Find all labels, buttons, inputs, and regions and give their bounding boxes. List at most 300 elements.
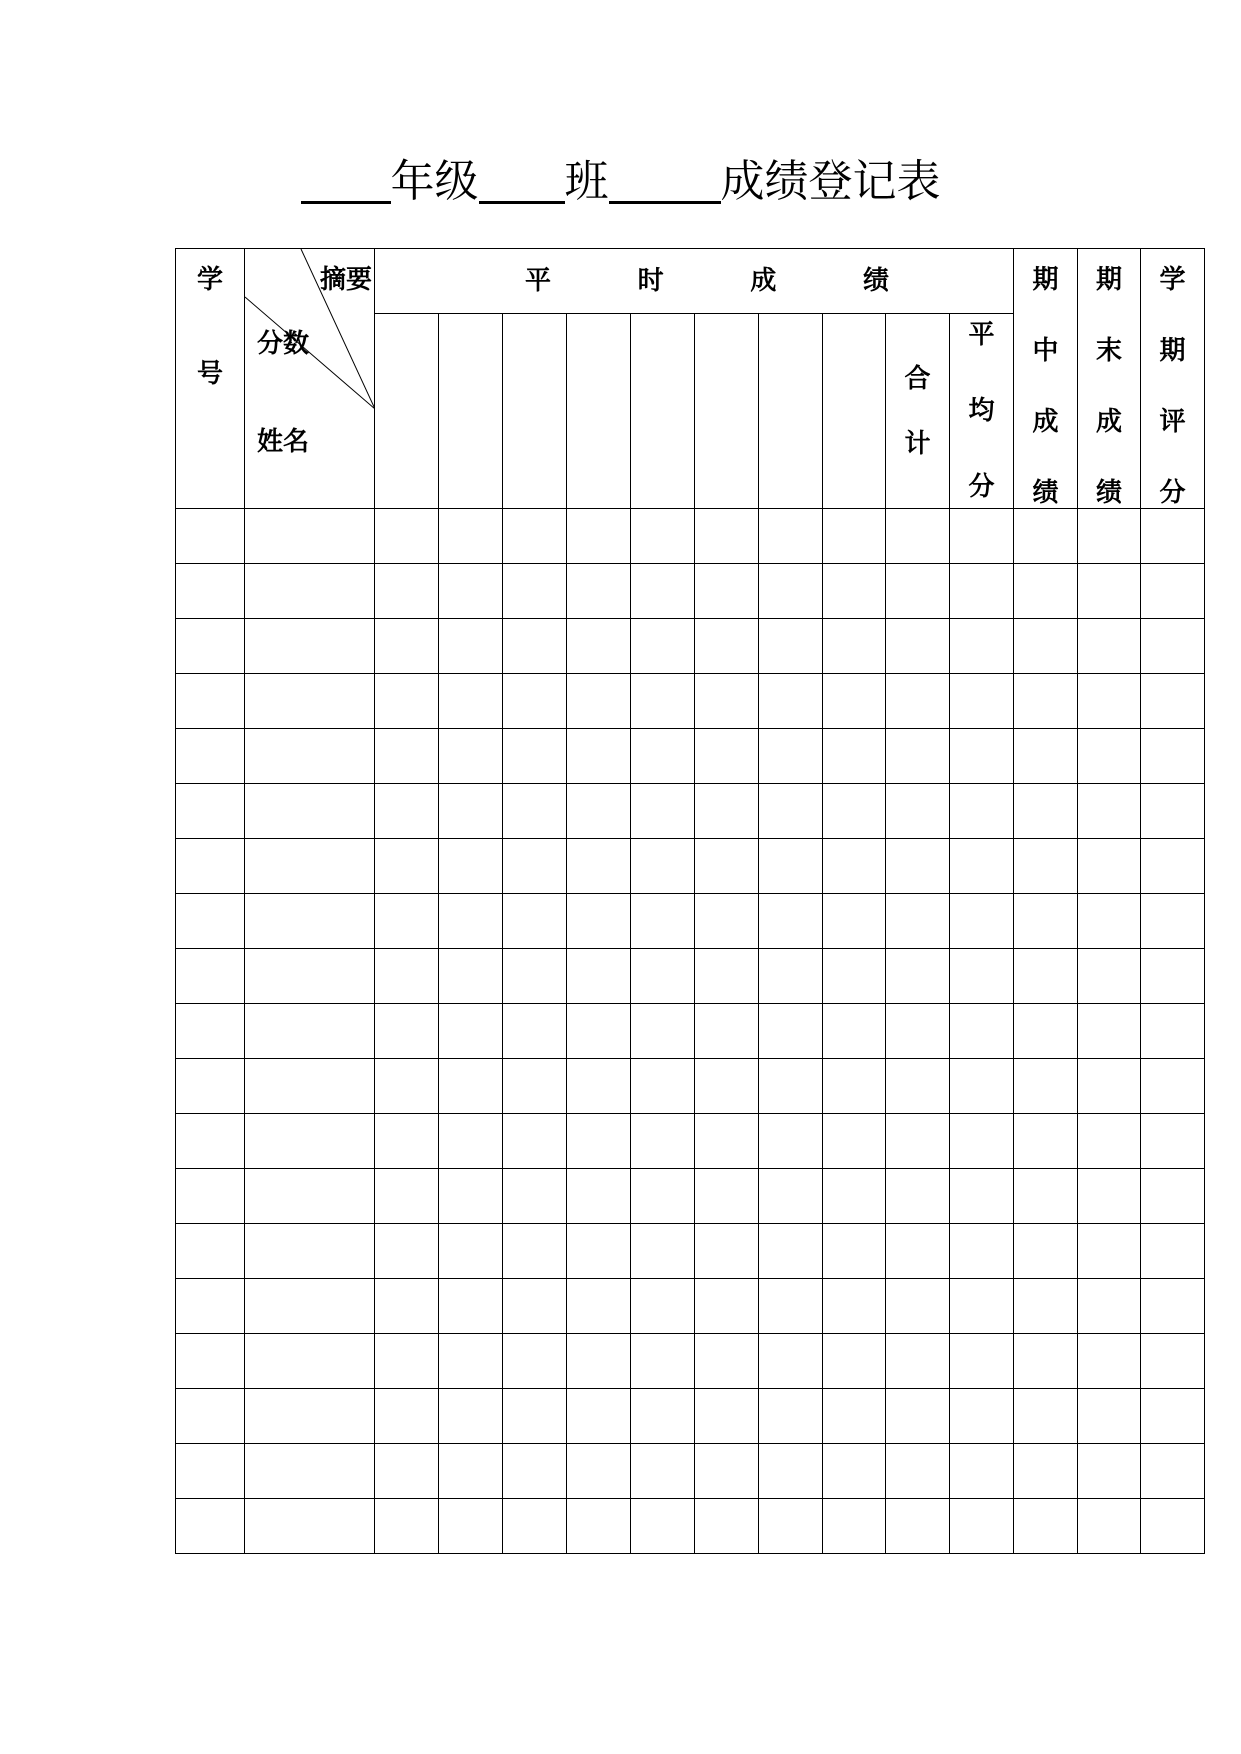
table-cell[interactable] — [631, 949, 695, 1004]
table-cell[interactable] — [950, 674, 1014, 729]
table-cell[interactable] — [375, 1499, 439, 1554]
table-cell[interactable] — [1014, 1389, 1078, 1444]
table-cell[interactable] — [823, 674, 886, 729]
table-cell[interactable] — [1014, 729, 1078, 784]
table-cell[interactable] — [631, 1499, 695, 1554]
table-cell[interactable] — [1141, 1114, 1205, 1169]
table-cell[interactable] — [567, 1444, 631, 1499]
table-cell[interactable] — [886, 1444, 950, 1499]
table-cell[interactable] — [695, 1389, 759, 1444]
table-cell[interactable] — [695, 729, 759, 784]
table-cell[interactable] — [950, 894, 1014, 949]
table-cell[interactable] — [245, 1444, 375, 1499]
table-cell[interactable] — [886, 894, 950, 949]
table-cell[interactable] — [759, 1389, 823, 1444]
table-cell[interactable] — [950, 1114, 1014, 1169]
table-cell[interactable] — [503, 619, 567, 674]
table-cell[interactable] — [439, 894, 503, 949]
table-cell[interactable] — [1014, 1114, 1078, 1169]
header-summary: 摘要 — [319, 265, 372, 295]
table-cell[interactable] — [503, 674, 567, 729]
table-cell[interactable] — [823, 1389, 886, 1444]
table-cell[interactable] — [695, 619, 759, 674]
table-cell[interactable] — [823, 839, 886, 894]
table-cell[interactable] — [176, 1114, 245, 1169]
table-cell[interactable] — [823, 729, 886, 784]
table-cell[interactable] — [503, 1059, 567, 1114]
table-cell[interactable] — [176, 674, 245, 729]
table-cell[interactable] — [503, 1334, 567, 1389]
table-cell[interactable] — [886, 729, 950, 784]
table-cell[interactable] — [503, 1169, 567, 1224]
table-cell[interactable] — [1014, 1499, 1078, 1554]
table-row — [176, 784, 1205, 839]
table-cell[interactable] — [567, 949, 631, 1004]
table-cell[interactable] — [1078, 1499, 1141, 1554]
table-cell[interactable] — [631, 894, 695, 949]
table-cell[interactable] — [823, 1224, 886, 1279]
table-cell[interactable] — [886, 1059, 950, 1114]
table-cell[interactable] — [1141, 729, 1205, 784]
table-cell[interactable] — [631, 1114, 695, 1169]
table-cell[interactable] — [1141, 1389, 1205, 1444]
table-cell[interactable] — [439, 784, 503, 839]
table-cell[interactable] — [631, 729, 695, 784]
table-cell[interactable] — [176, 784, 245, 839]
score-column-header-cell[interactable] — [631, 314, 695, 509]
score-column-header-cell[interactable] — [759, 314, 823, 509]
table-cell[interactable] — [176, 1499, 245, 1554]
table-cell[interactable] — [631, 1444, 695, 1499]
table-cell[interactable] — [503, 1499, 567, 1554]
table-cell[interactable] — [245, 564, 375, 619]
table-cell[interactable] — [375, 1004, 439, 1059]
table-cell[interactable] — [1014, 1004, 1078, 1059]
table-cell[interactable] — [823, 894, 886, 949]
table-cell[interactable] — [567, 1224, 631, 1279]
table-cell[interactable] — [759, 564, 823, 619]
table-cell[interactable] — [176, 1059, 245, 1114]
table-cell[interactable] — [503, 1004, 567, 1059]
table-cell[interactable] — [245, 619, 375, 674]
table-cell[interactable] — [245, 949, 375, 1004]
table-cell[interactable] — [695, 1279, 759, 1334]
table-cell[interactable] — [503, 1114, 567, 1169]
table-cell[interactable] — [1078, 1389, 1141, 1444]
table-cell[interactable] — [950, 729, 1014, 784]
table-cell[interactable] — [1141, 1059, 1205, 1114]
table-cell[interactable] — [950, 564, 1014, 619]
table-cell[interactable] — [759, 1499, 823, 1554]
table-cell[interactable] — [439, 619, 503, 674]
table-cell[interactable] — [1078, 1004, 1141, 1059]
table-cell[interactable] — [631, 784, 695, 839]
table-cell[interactable] — [886, 1334, 950, 1389]
table-cell[interactable] — [439, 509, 503, 564]
table-cell[interactable] — [1014, 564, 1078, 619]
table-cell[interactable] — [1014, 509, 1078, 564]
table-cell[interactable] — [1141, 894, 1205, 949]
table-cell[interactable] — [245, 509, 375, 564]
table-cell[interactable] — [176, 1334, 245, 1389]
table-cell[interactable] — [176, 619, 245, 674]
table-cell[interactable] — [503, 1224, 567, 1279]
table-cell[interactable] — [1141, 564, 1205, 619]
table-cell[interactable] — [439, 729, 503, 784]
table-cell[interactable] — [375, 1334, 439, 1389]
table-cell[interactable] — [567, 1389, 631, 1444]
table-cell[interactable] — [631, 839, 695, 894]
table-cell[interactable] — [439, 674, 503, 729]
table-cell[interactable] — [1078, 1224, 1141, 1279]
table-cell[interactable] — [823, 1499, 886, 1554]
table-cell[interactable] — [695, 1334, 759, 1389]
table-cell[interactable] — [503, 509, 567, 564]
table-cell[interactable] — [950, 509, 1014, 564]
table-cell[interactable] — [631, 1169, 695, 1224]
table-cell[interactable] — [245, 1279, 375, 1334]
table-cell[interactable] — [631, 1224, 695, 1279]
table-cell[interactable] — [567, 674, 631, 729]
table-cell[interactable] — [567, 1004, 631, 1059]
table-cell[interactable] — [759, 1169, 823, 1224]
table-cell[interactable] — [759, 784, 823, 839]
score-column-header-cell[interactable] — [375, 314, 439, 509]
table-cell[interactable] — [1078, 949, 1141, 1004]
table-cell[interactable] — [245, 839, 375, 894]
table-cell[interactable] — [1078, 839, 1141, 894]
table-cell[interactable] — [759, 949, 823, 1004]
table-cell[interactable] — [695, 1004, 759, 1059]
table-cell[interactable] — [759, 1059, 823, 1114]
table-cell[interactable] — [695, 1444, 759, 1499]
table-cell[interactable] — [759, 1004, 823, 1059]
table-cell[interactable] — [950, 1004, 1014, 1059]
table-cell[interactable] — [176, 894, 245, 949]
table-cell[interactable] — [823, 1444, 886, 1499]
table-cell[interactable] — [375, 1114, 439, 1169]
table-cell[interactable] — [1014, 784, 1078, 839]
table-cell[interactable] — [1014, 949, 1078, 1004]
table-cell[interactable] — [759, 674, 823, 729]
table-cell[interactable] — [631, 1004, 695, 1059]
table-cell[interactable] — [245, 1169, 375, 1224]
table-cell[interactable] — [823, 949, 886, 1004]
table-cell[interactable] — [759, 839, 823, 894]
table-cell[interactable] — [823, 1279, 886, 1334]
table-cell[interactable] — [886, 619, 950, 674]
table-cell[interactable] — [245, 784, 375, 839]
table-cell[interactable] — [631, 509, 695, 564]
table-cell[interactable] — [503, 784, 567, 839]
table-cell[interactable] — [503, 894, 567, 949]
table-cell[interactable] — [176, 1279, 245, 1334]
table-cell[interactable] — [1141, 784, 1205, 839]
table-cell[interactable] — [631, 1389, 695, 1444]
table-cell[interactable] — [375, 509, 439, 564]
table-cell[interactable] — [1141, 1444, 1205, 1499]
table-cell[interactable] — [1078, 729, 1141, 784]
table-cell[interactable] — [245, 1499, 375, 1554]
table-cell[interactable] — [1014, 1334, 1078, 1389]
table-cell[interactable] — [695, 1169, 759, 1224]
table-cell[interactable] — [1078, 1169, 1141, 1224]
table-cell[interactable] — [759, 1279, 823, 1334]
table-cell[interactable] — [245, 1004, 375, 1059]
table-cell[interactable] — [245, 1114, 375, 1169]
table-cell[interactable] — [176, 1004, 245, 1059]
table-cell[interactable] — [1141, 1279, 1205, 1334]
score-column-header-cell[interactable] — [695, 314, 759, 509]
table-cell[interactable] — [1078, 1059, 1141, 1114]
table-cell[interactable] — [759, 619, 823, 674]
table-cell[interactable] — [886, 1224, 950, 1279]
table-cell[interactable] — [950, 1334, 1014, 1389]
table-cell[interactable] — [1141, 1499, 1205, 1554]
table-cell[interactable] — [245, 1059, 375, 1114]
table-cell[interactable] — [375, 1224, 439, 1279]
table-cell[interactable] — [1078, 1279, 1141, 1334]
table-cell[interactable] — [375, 1444, 439, 1499]
table-cell[interactable] — [1014, 674, 1078, 729]
table-cell[interactable] — [375, 1279, 439, 1334]
table-cell[interactable] — [176, 1169, 245, 1224]
table-cell[interactable] — [375, 784, 439, 839]
table-cell[interactable] — [245, 674, 375, 729]
table-cell[interactable] — [176, 839, 245, 894]
table-cell[interactable] — [176, 949, 245, 1004]
table-cell[interactable] — [1141, 674, 1205, 729]
table-cell[interactable] — [1141, 509, 1205, 564]
table-cell[interactable] — [759, 1334, 823, 1389]
table-row — [176, 729, 1205, 784]
table-cell[interactable] — [1078, 1114, 1141, 1169]
table-cell[interactable] — [759, 894, 823, 949]
score-column-header-cell[interactable] — [823, 314, 886, 509]
table-cell[interactable] — [823, 564, 886, 619]
table-cell[interactable] — [950, 1444, 1014, 1499]
table-cell[interactable] — [759, 1224, 823, 1279]
table-cell[interactable] — [375, 1059, 439, 1114]
table-cell[interactable] — [375, 674, 439, 729]
table-cell[interactable] — [886, 1499, 950, 1554]
table-cell[interactable] — [503, 1444, 567, 1499]
table-cell[interactable] — [1141, 1334, 1205, 1389]
table-cell[interactable] — [439, 1389, 503, 1444]
table-cell[interactable] — [503, 949, 567, 1004]
table-cell[interactable] — [567, 1059, 631, 1114]
table-cell[interactable] — [503, 1389, 567, 1444]
table-cell[interactable] — [1078, 1444, 1141, 1499]
table-cell[interactable] — [950, 839, 1014, 894]
table-cell[interactable] — [759, 1444, 823, 1499]
table-cell[interactable] — [439, 1059, 503, 1114]
table-cell[interactable] — [823, 509, 886, 564]
table-cell[interactable] — [439, 1279, 503, 1334]
score-column-header-cell[interactable] — [503, 314, 567, 509]
table-cell[interactable] — [439, 1114, 503, 1169]
table-cell[interactable] — [886, 674, 950, 729]
table-cell[interactable] — [886, 1279, 950, 1334]
table-cell[interactable] — [695, 509, 759, 564]
table-cell[interactable] — [759, 509, 823, 564]
table-cell[interactable] — [950, 1389, 1014, 1444]
table-cell[interactable] — [759, 729, 823, 784]
table-cell[interactable] — [1014, 1059, 1078, 1114]
table-cell[interactable] — [950, 1499, 1014, 1554]
table-cell[interactable] — [950, 1279, 1014, 1334]
table-cell[interactable] — [886, 1114, 950, 1169]
table-cell[interactable] — [567, 894, 631, 949]
table-cell[interactable] — [1141, 619, 1205, 674]
table-cell[interactable] — [886, 839, 950, 894]
table-cell[interactable] — [567, 784, 631, 839]
table-cell[interactable] — [439, 1224, 503, 1279]
table-cell[interactable] — [245, 1389, 375, 1444]
table-cell[interactable] — [886, 1169, 950, 1224]
table-cell[interactable] — [567, 1169, 631, 1224]
table-cell[interactable] — [567, 564, 631, 619]
table-cell[interactable] — [950, 1169, 1014, 1224]
table-cell[interactable] — [695, 674, 759, 729]
table-cell[interactable] — [631, 1059, 695, 1114]
title-class-label: 班 — [564, 156, 609, 207]
table-cell[interactable] — [1014, 1279, 1078, 1334]
table-cell[interactable] — [695, 1224, 759, 1279]
table-cell[interactable] — [823, 1004, 886, 1059]
table-cell[interactable] — [375, 1389, 439, 1444]
table-cell[interactable] — [1078, 894, 1141, 949]
table-cell[interactable] — [503, 729, 567, 784]
table-cell[interactable] — [1014, 1224, 1078, 1279]
table-cell[interactable] — [950, 619, 1014, 674]
table-cell[interactable] — [695, 564, 759, 619]
table-cell[interactable] — [823, 1334, 886, 1389]
table-cell[interactable] — [567, 839, 631, 894]
table-cell[interactable] — [439, 1444, 503, 1499]
table-cell[interactable] — [439, 1334, 503, 1389]
table-cell[interactable] — [375, 839, 439, 894]
table-cell[interactable] — [503, 839, 567, 894]
table-cell[interactable] — [1078, 784, 1141, 839]
table-cell[interactable] — [176, 729, 245, 784]
table-cell[interactable] — [631, 619, 695, 674]
table-cell[interactable] — [176, 1224, 245, 1279]
table-cell[interactable] — [567, 509, 631, 564]
table-cell[interactable] — [695, 1059, 759, 1114]
table-cell[interactable] — [375, 619, 439, 674]
table-cell[interactable] — [439, 1169, 503, 1224]
table-cell[interactable] — [695, 784, 759, 839]
table-cell[interactable] — [950, 1224, 1014, 1279]
score-column-header-cell[interactable] — [567, 314, 631, 509]
table-cell[interactable] — [695, 894, 759, 949]
table-cell[interactable] — [695, 949, 759, 1004]
table-cell[interactable] — [1014, 839, 1078, 894]
table-row — [176, 949, 1205, 1004]
table-cell[interactable] — [245, 1224, 375, 1279]
table-cell[interactable] — [1141, 949, 1205, 1004]
table-cell[interactable] — [631, 1279, 695, 1334]
table-cell[interactable] — [886, 1004, 950, 1059]
table-cell[interactable] — [439, 1499, 503, 1554]
header-name: 姓名 — [257, 427, 310, 457]
table-cell[interactable] — [439, 564, 503, 619]
table-cell[interactable] — [1141, 839, 1205, 894]
table-cell[interactable] — [631, 1334, 695, 1389]
table-cell[interactable] — [631, 564, 695, 619]
table-cell[interactable] — [245, 729, 375, 784]
table-cell[interactable] — [1141, 1004, 1205, 1059]
table-cell[interactable] — [886, 509, 950, 564]
table-cell[interactable] — [567, 729, 631, 784]
table-cell[interactable] — [503, 564, 567, 619]
table-cell[interactable] — [886, 784, 950, 839]
table-cell[interactable] — [375, 564, 439, 619]
table-cell[interactable] — [823, 1169, 886, 1224]
table-cell[interactable] — [1141, 1169, 1205, 1224]
table-cell[interactable] — [245, 894, 375, 949]
table-cell[interactable] — [567, 1334, 631, 1389]
table-cell[interactable] — [886, 949, 950, 1004]
table-cell[interactable] — [823, 784, 886, 839]
score-column-header-cell[interactable] — [439, 314, 503, 509]
table-cell[interactable] — [567, 619, 631, 674]
table-cell[interactable] — [1078, 674, 1141, 729]
table-cell[interactable] — [245, 1334, 375, 1389]
table-cell[interactable] — [1078, 619, 1141, 674]
table-cell[interactable] — [886, 564, 950, 619]
table-cell[interactable] — [695, 1499, 759, 1554]
table-cell[interactable] — [759, 1114, 823, 1169]
table-cell[interactable] — [1078, 564, 1141, 619]
table-cell[interactable] — [1141, 1224, 1205, 1279]
table-cell[interactable] — [176, 1389, 245, 1444]
table-cell[interactable] — [439, 839, 503, 894]
table-cell[interactable] — [695, 1114, 759, 1169]
table-cell[interactable] — [567, 1499, 631, 1554]
table-cell[interactable] — [631, 674, 695, 729]
table-cell[interactable] — [695, 839, 759, 894]
table-cell[interactable] — [1078, 509, 1141, 564]
table-cell[interactable] — [950, 1059, 1014, 1114]
table-cell[interactable] — [886, 1389, 950, 1444]
table-cell[interactable] — [375, 949, 439, 1004]
table-cell[interactable] — [176, 564, 245, 619]
table-cell[interactable] — [439, 1004, 503, 1059]
table-cell[interactable] — [375, 729, 439, 784]
table-cell[interactable] — [1078, 1334, 1141, 1389]
table-cell[interactable] — [176, 1444, 245, 1499]
table-cell[interactable] — [950, 949, 1014, 1004]
table-cell[interactable] — [1014, 1169, 1078, 1224]
table-cell[interactable] — [823, 1114, 886, 1169]
table-cell[interactable] — [567, 1279, 631, 1334]
table-cell[interactable] — [567, 1114, 631, 1169]
table-cell[interactable] — [375, 1169, 439, 1224]
table-cell[interactable] — [503, 1279, 567, 1334]
table-cell[interactable] — [375, 894, 439, 949]
table-cell[interactable] — [950, 784, 1014, 839]
table-cell[interactable] — [823, 619, 886, 674]
table-cell[interactable] — [823, 1059, 886, 1114]
table-cell[interactable] — [439, 949, 503, 1004]
table-cell[interactable] — [1014, 894, 1078, 949]
table-cell[interactable] — [1014, 1444, 1078, 1499]
table-row — [176, 894, 1205, 949]
table-cell[interactable] — [1014, 619, 1078, 674]
table-cell[interactable] — [176, 509, 245, 564]
